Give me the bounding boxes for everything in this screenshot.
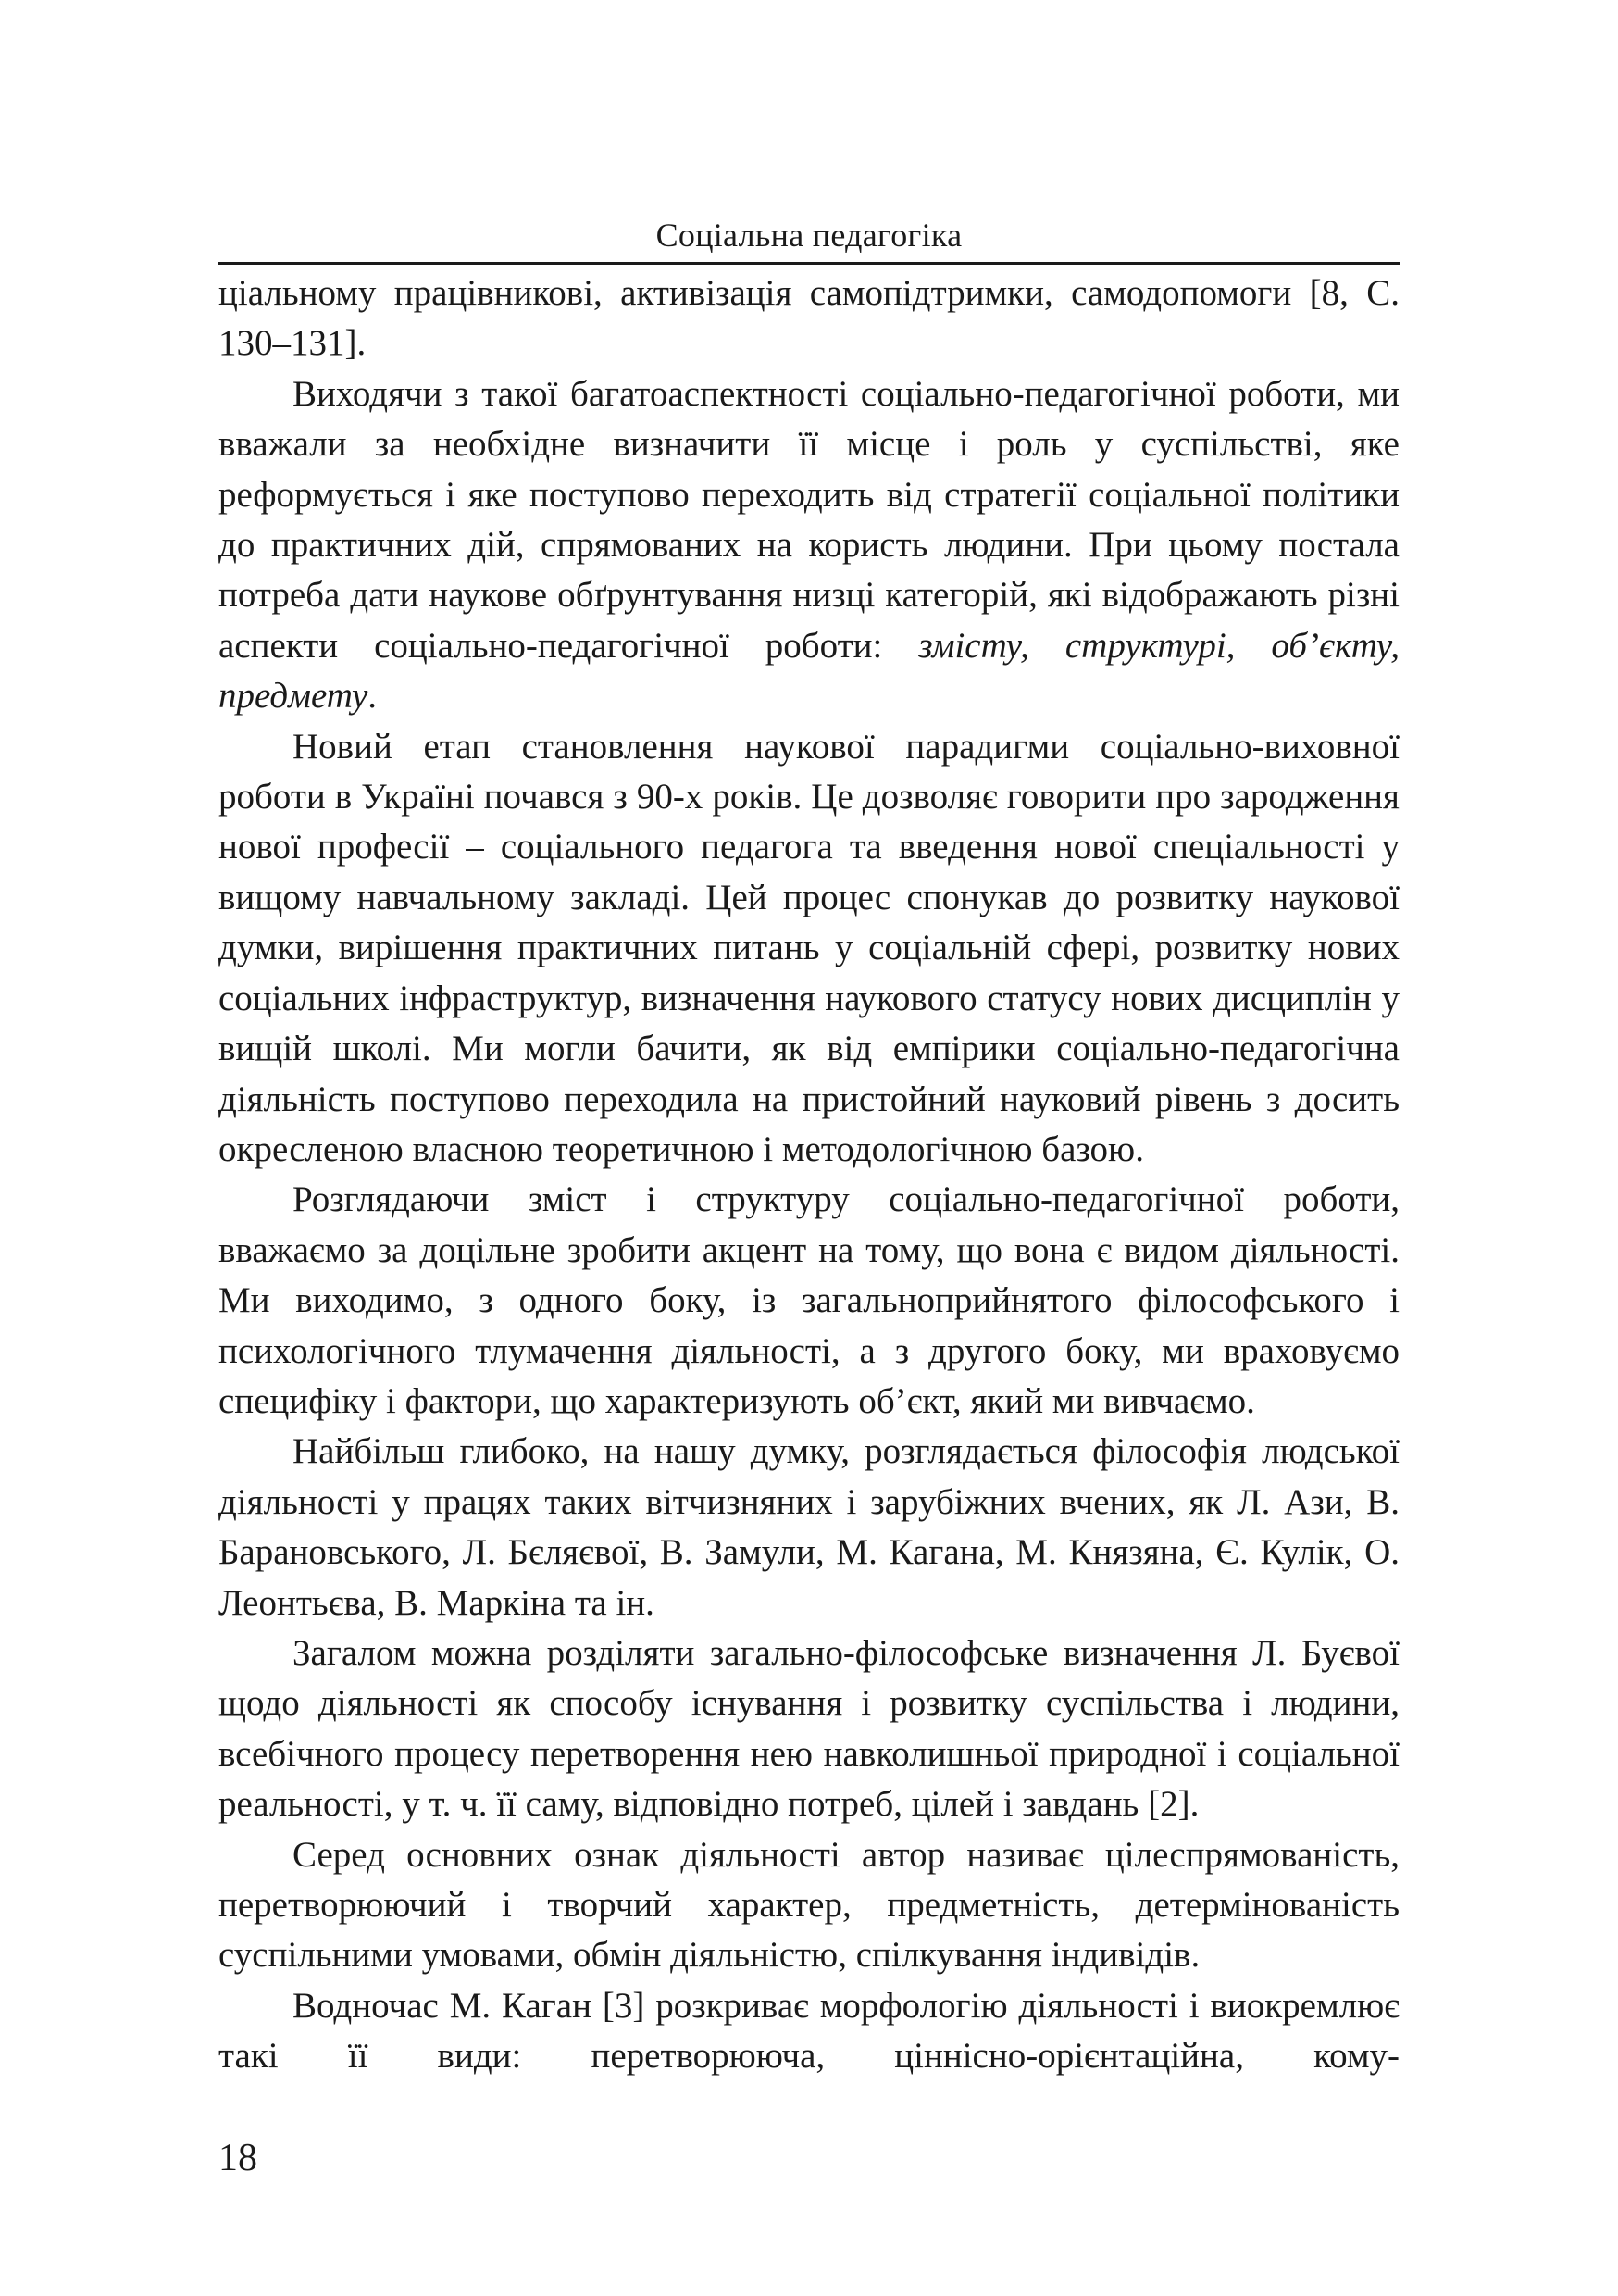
paragraph-continuation: ціальному працівникові, активізація самопідтримки, самодопомоги [8, С. 130–131].	[218, 273, 1400, 364]
emphasized-terms: змісту, структурі, об’єкту, предмету	[218, 625, 1400, 717]
paragraph-philosophy: Найбільш глибоко, на нашу думку, розглядається філософія людської діяльності у працях таких вітчизняних і зарубіжних вчених, як Л. Ази, В. Барановського, Л. Бєляєвої, В. Замули, М. Кагана, М. Князяна, Є. Кулік, О. Леонтьєва, В. Маркіна та ін.	[218, 1431, 1400, 1623]
paragraph-text: Виходячи з такої багатоаспектності соціально-педагогічної роботи, ми вважали за необхідне визначити її місце і роль у суспільстві, яке реформується і яке поступово переходить від стратегії соціальної політики до практичних дій, спрямованих на користь людини. При цьому постала потреба дати наукове обґрунтування низці категорій, які відображають різні аспекти соціально-педагогічної роботи:	[218, 373, 1400, 666]
header-rule	[218, 262, 1400, 265]
paragraph-new-stage: Новий етап становлення наукової парадигми соціально-виховної роботи в Україні почався з 90-х років. Це дозволяє говорити про зародження нової професії – соціального педагога та введення нової спеціальності у вищому навчальному закладі. Цей процес спонукав до розвитку наукової думки, вирішення практичних питань у соціальній сфері, розвитку нових соціальних інфраструктур, визначення наукового статусу нових дисциплін у вищій школі. Ми могли бачити, як від емпірики соціально-педагогічна діяльність поступово переходила на пристойний науковий рівень з досить окресленою власною теоретичною і методологічною базою.	[218, 726, 1400, 1169]
paragraph-text-end: .	[367, 676, 378, 717]
page-number: 18	[218, 2137, 257, 2179]
paragraph-multiaspect	[218, 369, 1400, 722]
paragraph-kagan-morphology: Водночас М. Каган [3] розкриває морфологію діяльності і виокремлює такі її види: перетворююча, ціннісно-орієнтаційна, кому-	[218, 1985, 1400, 2077]
paragraph-content-structure: Розглядаючи зміст і структуру соціально-педагогічної роботи, вважаємо за доцільне зробити акцент на тому, що вона є видом діяльності. Ми виходимо, з одного боку, із загальноприйнятого філософського і психологічного тлумачення діяльності, а з другого боку, ми враховуємо специфіку і фактори, що характеризують об’єкт, який ми вивчаємо.	[218, 1179, 1400, 1421]
page-body	[218, 268, 1400, 2082]
running-header: Соціальна педагогіка	[655, 217, 963, 254]
paragraph-bueva-definition: Загалом можна розділяти загально-філософське визначення Л. Буєвої щодо діяльності як способу існування і розвитку суспільства і людини, всебічного процесу перетворення нею навколишньої природної і соціальної реальності, у т. ч. її саму, відповідно потреб, цілей і завдань [2].	[218, 1632, 1400, 1825]
paragraph-activity-features: Серед основних ознак діяльності автор називає цілеспрямованість, перетворюючий і творчий характер, предметність, детермінованість суспільними умовами, обмін діяльністю, спілкування індивідів.	[218, 1834, 1400, 1976]
